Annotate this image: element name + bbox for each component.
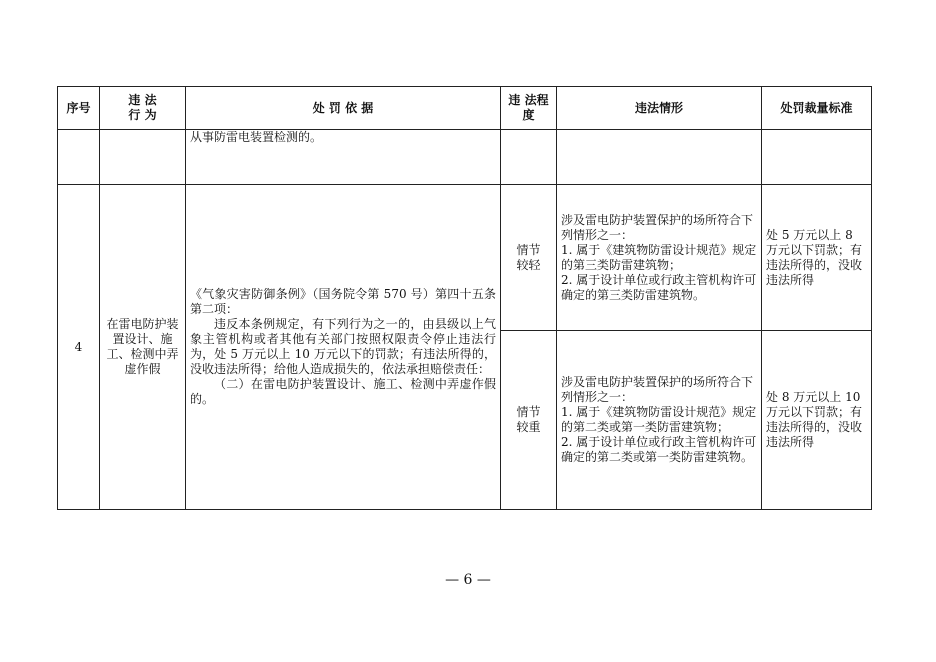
degree-light: 情节 较轻 — [501, 185, 557, 331]
circumstance-serious: 涉及雷电防护装置保护的场所符合下列情形之一： 1. 属于《建筑物防雷设计规范》规定的第二类或第一类防雷建筑物； 2. 属于设计单位或行政主管机构许可确定的第二类或第一类防雷建筑物。 — [557, 331, 762, 510]
header-standard: 处罚裁量标准 — [762, 87, 872, 130]
penalty-basis — [186, 185, 501, 510]
standard-serious: 处 8 万元以上 10 万元以下罚款；有违法所得的，没收违法所得 — [762, 331, 872, 510]
header-circumstance: 违法情形 — [557, 87, 762, 130]
basis-para1: 违反本条例规定，有下列行为之一的，由县级以上气象主管机构或者其他有关部门按照权限责令停止违法行为，处 5 万元以上 10 万元以下的罚款；有违法所得的，没收违法所得；给他人造成损失的，依法承担赔偿责任： — [190, 317, 496, 376]
row-number: 4 — [58, 185, 100, 510]
header-degree: 违 法程 度 — [501, 87, 557, 130]
penalty-table — [57, 86, 872, 510]
continuation-text: 从事防雷电装置检测的。 — [186, 130, 501, 185]
basis-intro: 《气象灾害防御条例》（国务院令第 570 号）第四十五条第二项： — [190, 287, 496, 316]
violation-act: 在雷电防护装置设计、施工、检测中弄虚作假 — [100, 185, 186, 510]
degree-serious: 情节 较重 — [501, 331, 557, 510]
page-number: — 6 — — [445, 572, 491, 588]
header-act: 违 法 行 为 — [100, 87, 186, 130]
header-row — [58, 87, 872, 130]
continuation-row — [58, 130, 872, 185]
header-basis: 处 罚 依 据 — [186, 87, 501, 130]
standard-light: 处 5 万元以上 8 万元以下罚款；有违法所得的，没收违法所得 — [762, 185, 872, 331]
basis-para2: （二）在雷电防护装置设计、施工、检测中弄虚作假的。 — [190, 377, 496, 406]
table-row — [58, 185, 872, 331]
header-number: 序号 — [58, 87, 100, 130]
circumstance-light: 涉及雷电防护装置保护的场所符合下列情形之一： 1. 属于《建筑物防雷设计规范》规定的第三类防雷建筑物； 2. 属于设计单位或行政主管机构许可确定的第三类防雷建筑物。 — [557, 185, 762, 331]
